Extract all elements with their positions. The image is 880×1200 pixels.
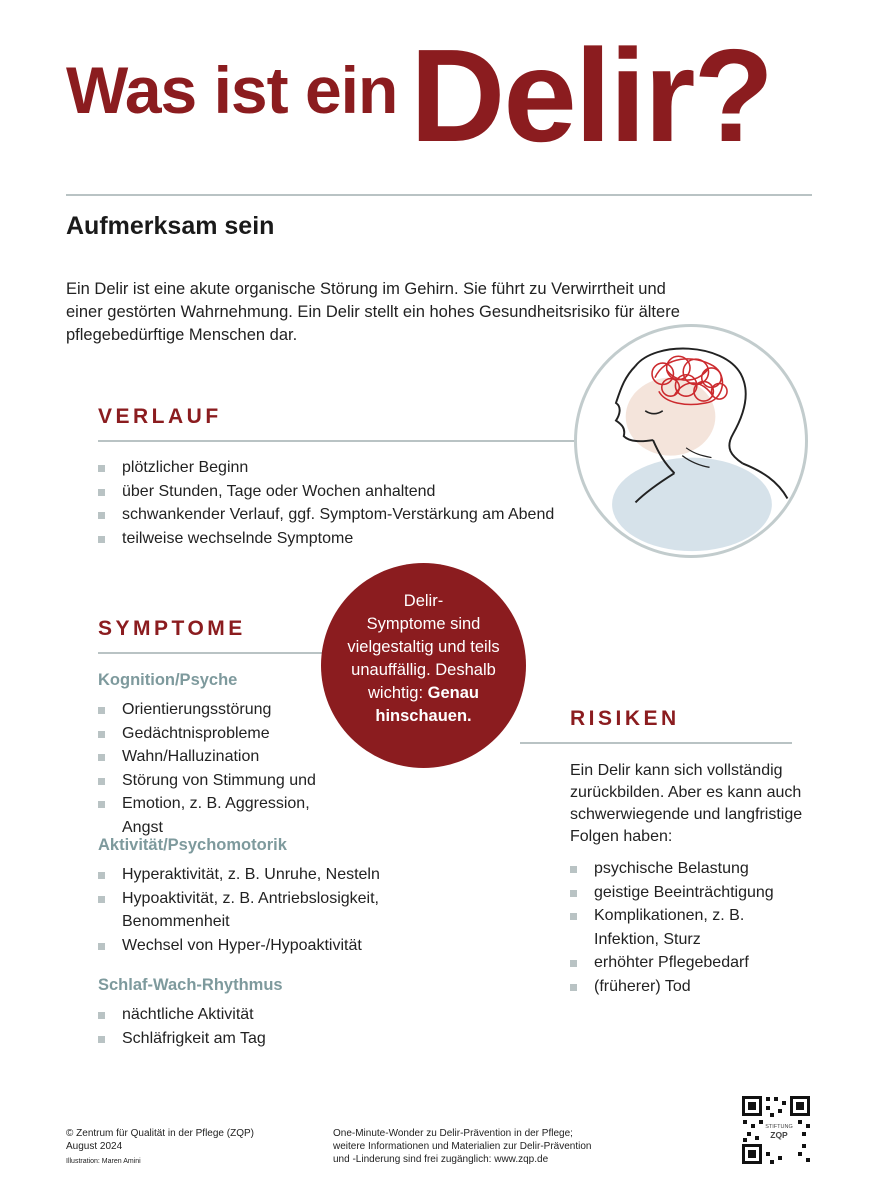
title-part-1: Was ist ein	[66, 53, 398, 127]
list-item: Schläfrigkeit am Tag	[98, 1027, 398, 1051]
list-item: Störung von Stimmung und	[98, 769, 338, 793]
qr-code[interactable]	[740, 1094, 812, 1166]
kognition-list	[98, 698, 338, 839]
verlauf-divider	[98, 440, 574, 442]
bubble-emphasis: Genau	[427, 684, 479, 702]
verlauf-heading: VERLAUF	[98, 405, 222, 428]
bubble-line: Symptome sind	[366, 615, 481, 633]
group-title-schlaf: Schlaf-Wach-Rhythmus	[98, 976, 283, 994]
group-title-aktivitaet: Aktivität/Psychomotorik	[98, 836, 287, 854]
aktivitaet-list	[98, 863, 398, 957]
callout-bubble	[321, 563, 526, 768]
footer-info	[333, 1127, 591, 1166]
list-item: Orientierungsstörung	[98, 698, 338, 722]
list-item: geistige Beeinträchtigung	[570, 881, 810, 905]
list-item: über Stunden, Tage oder Wochen anhaltend	[98, 480, 578, 504]
date: August 2024	[66, 1141, 123, 1152]
list-item: Hypoaktivität, z. B. Antriebslosigkeit, Benommenheit	[98, 887, 398, 934]
list-item: (früherer) Tod	[570, 975, 810, 999]
subtitle: Aufmerksam sein	[66, 212, 275, 240]
verlauf-list	[98, 456, 578, 550]
bubble-text: wichtig:	[368, 684, 428, 702]
list-item: Wechsel von Hyper-/Hypoaktivität	[98, 934, 398, 958]
copyright: © Zentrum für Qualität in der Pflege (ZQP)	[66, 1128, 254, 1139]
bubble-line	[321, 682, 526, 705]
info-line: und -Linderung sind frei zugänglich: www.zqp.de	[333, 1154, 549, 1165]
list-item: nächtliche Aktivität	[98, 1003, 398, 1027]
list-item: teilweise wechselnde Symptome	[98, 527, 578, 551]
title-part-2: Delir?	[410, 22, 773, 169]
head-illustration	[574, 324, 808, 558]
qr-label-main: ZQP	[770, 1130, 788, 1140]
list-item: Gedächtnisprobleme	[98, 722, 338, 746]
risiken-text: Ein Delir kann sich vollständig zurückbilden. Aber es kann auch schwerwiegende und langfristige Folgen haben:	[570, 762, 803, 845]
info-line: weitere Informationen und Materialien zur Delir-Prävention	[333, 1141, 592, 1152]
risiken-list	[570, 857, 810, 998]
qr-label-top: STIFTUNG	[765, 1124, 793, 1130]
list-item: schwankender Verlauf, ggf. Symptom-Verstärkung am Abend	[98, 503, 578, 527]
bubble-emphasis: hinschauen.	[375, 707, 472, 725]
symptome-divider	[98, 652, 338, 654]
bubble-line: unauffällig. Deshalb	[351, 661, 496, 679]
risiken-divider	[520, 742, 792, 744]
info-line: One-Minute-Wonder zu Delir-Prävention in der Pflege;	[333, 1128, 573, 1139]
list-item: Emotion, z. B. Aggression, Angst	[98, 792, 338, 839]
list-item: psychische Belastung	[570, 857, 810, 881]
list-item: erhöhter Pflegebedarf	[570, 951, 810, 975]
list-item: plötzlicher Beginn	[98, 456, 578, 480]
symptome-heading: SYMPTOME	[98, 617, 246, 640]
title-divider	[66, 194, 812, 196]
intro-text: Ein Delir ist eine akute organische Störung im Gehirn. Sie führt zu Verwirrtheit und einer gestörten Wahrnehmung. Ein Delir stellt ein hohes Gesundheitsrisiko für ältere pflegebedürftige Menschen dar.	[66, 280, 680, 344]
qr-code-graphic	[740, 1094, 812, 1166]
list-item: Komplikationen, z. B. Infektion, Sturz	[570, 904, 810, 951]
bubble-line: Delir-	[403, 592, 444, 610]
list-item: Wahn/Halluzination	[98, 745, 338, 769]
risiken-heading: RISIKEN	[570, 707, 680, 730]
group-title-kognition: Kognition/Psyche	[98, 671, 238, 689]
list-item: Hyperaktivität, z. B. Unruhe, Nesteln	[98, 863, 398, 887]
schlaf-list	[98, 1003, 398, 1050]
illustration-credit: Illustration: Maren Amini	[66, 1158, 141, 1165]
bubble-line: vielgestaltig und teils	[347, 638, 500, 656]
footer-credits	[66, 1127, 254, 1153]
